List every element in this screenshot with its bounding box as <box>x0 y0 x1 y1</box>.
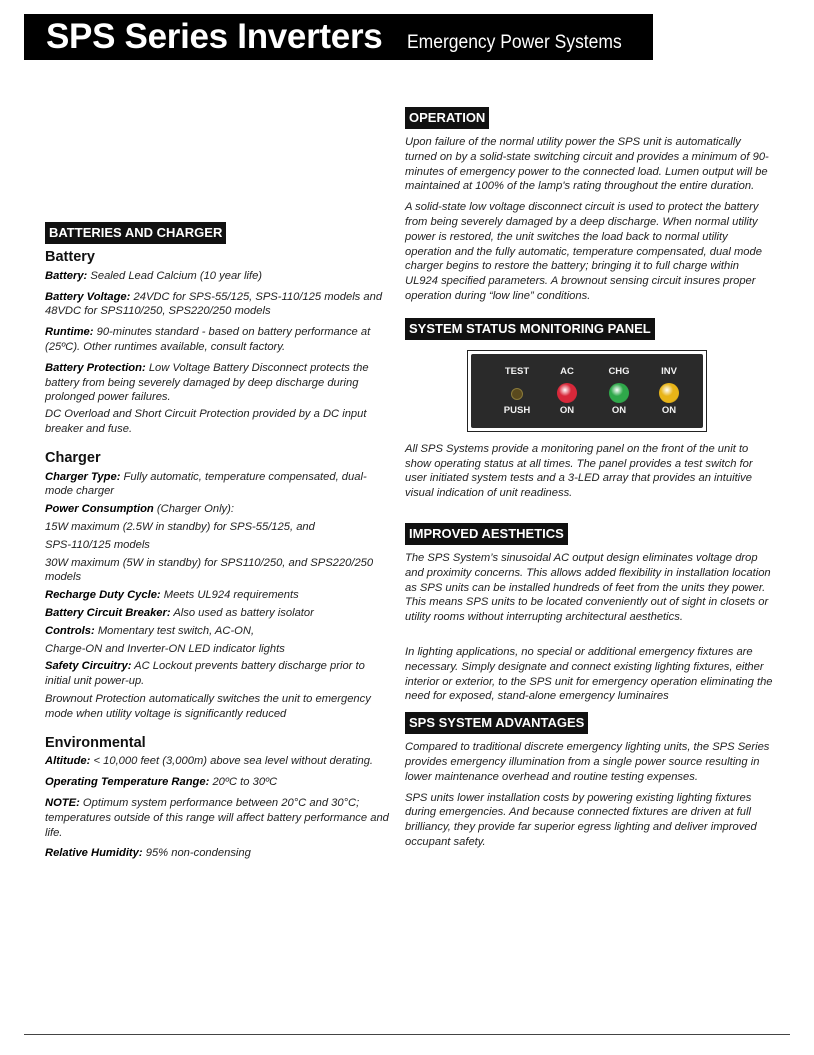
chg-led-green <box>609 383 629 403</box>
relative-humidity: Relative Humidity: 95% non-condensing <box>45 847 251 860</box>
charger-type: Charger Type: Fully automatic, temperature compensated, dual-mode charger <box>45 470 367 498</box>
operation-paragraph-1: Upon failure of the normal utility power the SPS unit is automatically turned on by a solid-state switching circuit and provides a minimum of 90-minutes of emergency power to the connected load. Lumen output will be maintained at 100% of the lamp's rating throughout the entire duration. <box>405 136 769 193</box>
power-line-3: 30W maximum (5W in standby) for SPS110/250, and SPS220/250 models <box>45 556 374 584</box>
operating-temperature: Operating Temperature Range: 20ºC to 30ºC <box>45 776 278 789</box>
battery-voltage: Battery Voltage: 24VDC for SPS-55/125, SPS-110/125 models and 48VDC for SPS110/250, SPS220/250 models <box>45 290 383 318</box>
test-push-button <box>511 388 523 400</box>
page-title: SPS Series Inverters <box>46 17 383 56</box>
advantages-paragraph-1: Compared to traditional discrete emergency lighting units, the SPS Series provides emergency illumination from a single power source resulting in lower maintenance overhead and routine testing expenses. <box>405 741 770 783</box>
monitoring-panel-face <box>471 354 703 428</box>
footer-rule <box>24 1034 790 1035</box>
inv-led-yellow <box>659 383 679 403</box>
power-consumption: Power Consumption (Charger Only): <box>45 503 234 516</box>
charger-subheading: Charger <box>45 449 101 466</box>
operation-paragraph-2: A solid-state low voltage disconnect circuit is used to protect the battery from being severely damaged by a deep discharge. When normal utility power is restored, the unit switches the load back to normal utility operation and the fully automatic, temperature compensated, dual mode charger begins to restore the battery; bringing it to full charge within UL924 specified parameters. A brownout sensing circuit insures proper operation during “low line” conditions. <box>405 201 762 302</box>
right-column <box>405 107 773 856</box>
battery-subheading: Battery <box>45 249 95 265</box>
controls-line-2: Charge-ON and Inverter-ON LED indicator lights <box>45 642 285 655</box>
page-subtitle: Emergency Power Systems <box>407 32 622 53</box>
battery-type: Battery: Sealed Lead Calcium (10 year life) <box>45 269 263 282</box>
battery-runtime: Runtime: 90-minutes standard - based on battery performance at (25ºC). Other runtimes available, consult factory. <box>45 326 371 353</box>
ac-label: AC <box>560 365 574 377</box>
inv-label: INV <box>661 365 677 377</box>
ac-led-red <box>557 383 577 403</box>
environmental-subheading: Environmental <box>45 734 146 751</box>
power-line-2: SPS-110/125 models <box>45 538 150 551</box>
monitoring-text: All SPS Systems provide a monitoring panel on the front of the unit to show operating status at all times. The panel provides a test switch for user initiated system tests and a 3-LED array that provides an intuitive visual indication of unit readiness. <box>405 442 753 500</box>
battery-protection: Battery Protection: Low Voltage Battery Disconnect protects the battery from being severely damaged by deep discharge during prolonged power failures. <box>45 361 369 404</box>
section-heading-operation: OPERATION <box>405 107 489 129</box>
section-heading-monitoring: SYSTEM STATUS MONITORING PANEL <box>405 318 655 340</box>
section-heading-advantages: SPS SYSTEM ADVANTAGES <box>405 712 588 734</box>
section-heading-aesthetics: IMPROVED AESTHETICS <box>405 523 568 545</box>
aesthetics-paragraph-1: The SPS System’s sinusoidal AC output design eliminates voltage drop and proximity concerns. This allows added flexibility in installation location as SPS units can be installed hundreds of feet from the units they power. This means SPS units to be located conveniently out of sight in closets or utility rooms without interrupting architectural aesthetics. <box>405 551 771 624</box>
left-column <box>45 222 390 867</box>
inv-on-label: ON <box>661 404 677 416</box>
safety-circuitry: Safety Circuitry: AC Lockout prevents battery discharge prior to initial unit power-up. <box>45 660 365 688</box>
recharge-duty-cycle: Recharge Duty Cycle: Meets UL924 requirements <box>45 589 299 602</box>
monitoring-panel-image <box>467 350 707 432</box>
dc-protection: DC Overload and Short Circuit Protection provided by a DC input breaker and fuse. <box>45 408 367 435</box>
header-banner <box>24 14 653 60</box>
advantages-paragraph-2: SPS units lower installation costs by powering existing lighting fixtures during emergencies. And because connected fixtures are driven at full brilliancy, they provide far superior egress lighting and deliver improved occupant safety. <box>405 791 757 848</box>
brownout-protection: Brownout Protection automatically switches the unit to emergency mode when utility voltage is significantly reduced <box>45 692 371 720</box>
ac-on-label: ON <box>559 404 575 416</box>
controls: Controls: Momentary test switch, AC-ON, <box>45 624 255 637</box>
altitude: Altitude: < 10,000 feet (3,000m) above sea level without derating. <box>45 755 374 768</box>
battery-circuit-breaker: Battery Circuit Breaker: Also used as battery isolator <box>45 606 314 619</box>
push-label: PUSH <box>503 404 531 416</box>
aesthetics-paragraph-2: In lighting applications, no special or additional emergency fixtures are necessary. Simply designate and connect existing lighting fixtures, either interior or exterior, to the SPS unit for emergency operation eliminating the need for exposed, stand-alone emergency luminaires <box>405 645 773 703</box>
chg-label: CHG <box>608 365 630 377</box>
section-heading-batteries: BATTERIES AND CHARGER <box>45 222 226 244</box>
power-line-1: 15W maximum (2.5W in standby) for SPS-55/125, and <box>45 520 315 533</box>
chg-on-label: ON <box>611 404 627 416</box>
temperature-note: NOTE: Optimum system performance between 20°C and 30°C; temperatures outside of this range will affect battery performance and life. <box>45 796 389 839</box>
test-label: TEST <box>504 365 530 377</box>
